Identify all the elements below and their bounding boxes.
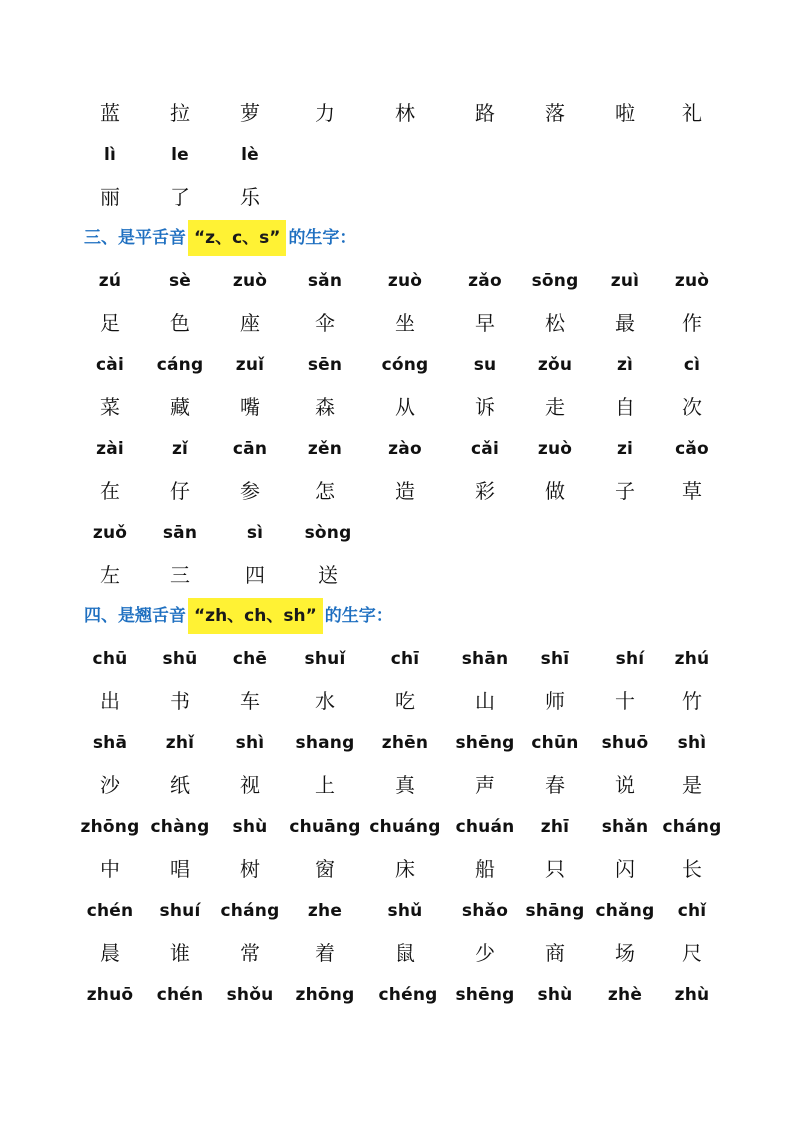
pinyin-syllable: zuǒ xyxy=(92,523,128,543)
pinyin-syllable: chū xyxy=(92,649,128,669)
hanzi-char: 鼠 xyxy=(395,941,415,965)
pinyin-row xyxy=(0,974,800,1016)
hanzi-char: 在 xyxy=(100,479,120,503)
hanzi-row xyxy=(0,302,800,344)
pinyin-syllable: sǎn xyxy=(307,271,343,291)
hanzi-char: 书 xyxy=(170,689,190,713)
hanzi-char: 丽 xyxy=(100,185,120,209)
hanzi-char: 尺 xyxy=(682,941,702,965)
heading-suffix: 的生字： xyxy=(324,606,393,626)
hanzi-char: 四 xyxy=(245,563,265,587)
hanzi-char: 路 xyxy=(475,101,495,125)
hanzi-char: 谁 xyxy=(170,941,190,965)
pinyin-row xyxy=(0,638,800,680)
hanzi-char: 松 xyxy=(545,311,565,335)
pinyin-syllable: zhú xyxy=(674,649,710,669)
hanzi-char: 场 xyxy=(615,941,635,965)
hanzi-char: 乐 xyxy=(240,185,260,209)
pinyin-syllable: zhù xyxy=(674,985,710,1005)
pinyin-syllable: zhī xyxy=(540,817,570,837)
hanzi-row xyxy=(0,386,800,428)
hanzi-char: 师 xyxy=(545,689,565,713)
pinyin-syllable: sōng xyxy=(531,271,579,291)
hanzi-char: 闪 xyxy=(615,857,635,881)
pinyin-syllable: chǐ xyxy=(677,901,707,921)
top-block xyxy=(0,92,800,218)
hanzi-char: 常 xyxy=(240,941,260,965)
hanzi-char: 窗 xyxy=(315,857,335,881)
pinyin-syllable: zuò xyxy=(674,271,710,291)
pinyin-syllable: zhēn xyxy=(381,733,429,753)
pinyin-row xyxy=(0,512,800,554)
hanzi-char: 嘴 xyxy=(240,395,260,419)
hanzi-char: 吃 xyxy=(395,689,415,713)
pinyin-syllable: sān xyxy=(162,523,198,543)
hanzi-char: 三 xyxy=(170,563,190,587)
pinyin-syllable: chuāng xyxy=(289,817,361,837)
pinyin-syllable: chuán xyxy=(455,817,515,837)
hanzi-char: 怎 xyxy=(315,479,335,503)
hanzi-char: 参 xyxy=(240,479,260,503)
hanzi-char: 车 xyxy=(240,689,260,713)
hanzi-char: 造 xyxy=(395,479,415,503)
pinyin-syllable: sēn xyxy=(307,355,343,375)
pinyin-syllable: shǎo xyxy=(461,901,509,921)
pinyin-syllable: shù xyxy=(537,985,573,1005)
hanzi-char: 春 xyxy=(545,773,565,797)
pinyin-syllable: zuò xyxy=(537,439,573,459)
pinyin-syllable: sì xyxy=(246,523,264,543)
pinyin-syllable: zào xyxy=(388,439,422,459)
hanzi-char: 萝 xyxy=(240,101,260,125)
section3-grid xyxy=(0,260,800,596)
hanzi-char: 走 xyxy=(545,395,565,419)
hanzi-row xyxy=(0,92,800,134)
hanzi-char: 送 xyxy=(318,563,338,587)
pinyin-syllable: lè xyxy=(241,145,259,165)
hanzi-char: 纸 xyxy=(170,773,190,797)
pinyin-syllable: cài xyxy=(96,355,124,375)
pinyin-syllable: chē xyxy=(232,649,268,669)
heading-highlight: “zh、ch、sh” xyxy=(188,598,323,634)
heading-suffix: 的生字： xyxy=(288,228,357,248)
hanzi-char: 足 xyxy=(100,311,120,335)
hanzi-char: 竹 xyxy=(682,689,702,713)
hanzi-char: 树 xyxy=(240,857,260,881)
hanzi-char: 拉 xyxy=(170,101,190,125)
pinyin-row xyxy=(0,890,800,932)
section4-grid xyxy=(0,638,800,1016)
pinyin-syllable: cǎi xyxy=(471,439,499,459)
pinyin-syllable: zuò xyxy=(387,271,423,291)
heading-prefix: 四、是翘舌音 xyxy=(84,606,186,626)
hanzi-char: 长 xyxy=(682,857,702,881)
hanzi-row xyxy=(0,470,800,512)
pinyin-syllable: shī xyxy=(540,649,570,669)
pinyin-syllable: zhè xyxy=(607,985,643,1005)
pinyin-syllable: cháng xyxy=(662,817,722,837)
hanzi-char: 落 xyxy=(545,101,565,125)
hanzi-char: 船 xyxy=(475,857,495,881)
hanzi-row xyxy=(0,680,800,722)
pinyin-syllable: shā xyxy=(92,733,128,753)
pinyin-syllable: shǔ xyxy=(387,901,423,921)
pinyin-syllable: zi xyxy=(616,439,634,459)
hanzi-char: 座 xyxy=(240,311,260,335)
pinyin-syllable: sòng xyxy=(304,523,352,543)
pinyin-syllable: chén xyxy=(156,985,204,1005)
hanzi-char: 十 xyxy=(615,689,635,713)
pinyin-row xyxy=(0,806,800,848)
section-heading xyxy=(84,596,393,636)
pinyin-row xyxy=(0,344,800,386)
hanzi-char: 最 xyxy=(615,311,635,335)
hanzi-char: 菜 xyxy=(100,395,120,419)
hanzi-char: 少 xyxy=(475,941,495,965)
pinyin-syllable: chūn xyxy=(531,733,579,753)
pinyin-syllable: shang xyxy=(295,733,355,753)
hanzi-char: 沙 xyxy=(100,773,120,797)
heading-highlight: “z、c、s” xyxy=(188,220,286,256)
pinyin-syllable: zěn xyxy=(307,439,343,459)
pinyin-syllable: cháng xyxy=(220,901,280,921)
hanzi-char: 左 xyxy=(100,563,120,587)
pinyin-syllable: su xyxy=(473,355,497,375)
pinyin-syllable: zài xyxy=(96,439,124,459)
hanzi-char: 森 xyxy=(315,395,335,419)
pinyin-syllable: shì xyxy=(677,733,707,753)
pinyin-syllable: zuò xyxy=(232,271,268,291)
pinyin-syllable: zhe xyxy=(307,901,343,921)
hanzi-row xyxy=(0,176,800,218)
hanzi-char: 山 xyxy=(475,689,495,713)
hanzi-char: 林 xyxy=(395,101,415,125)
pinyin-syllable: le xyxy=(171,145,189,165)
hanzi-char: 说 xyxy=(615,773,635,797)
hanzi-char: 作 xyxy=(682,311,702,335)
pinyin-syllable: shǒu xyxy=(226,985,274,1005)
hanzi-char: 从 xyxy=(395,395,415,419)
pinyin-syllable: chàng xyxy=(150,817,210,837)
hanzi-char: 真 xyxy=(395,773,415,797)
hanzi-char: 声 xyxy=(475,773,495,797)
pinyin-syllable: zhǐ xyxy=(165,733,195,753)
hanzi-char: 伞 xyxy=(315,311,335,335)
hanzi-char: 做 xyxy=(545,479,565,503)
pinyin-syllable: lì xyxy=(103,145,117,165)
section-heading xyxy=(84,218,356,258)
hanzi-char: 诉 xyxy=(475,395,495,419)
hanzi-char: 次 xyxy=(682,395,702,419)
hanzi-char: 了 xyxy=(170,185,190,209)
hanzi-char: 仔 xyxy=(170,479,190,503)
pinyin-syllable: shí xyxy=(615,649,645,669)
pinyin-syllable: shuí xyxy=(159,901,201,921)
hanzi-char: 晨 xyxy=(100,941,120,965)
pinyin-syllable: cǎo xyxy=(675,439,709,459)
pinyin-syllable: shān xyxy=(461,649,509,669)
pinyin-syllable: shāng xyxy=(525,901,585,921)
hanzi-char: 是 xyxy=(682,773,702,797)
hanzi-char: 藏 xyxy=(170,395,190,419)
hanzi-row xyxy=(0,932,800,974)
pinyin-syllable: chén xyxy=(86,901,134,921)
pinyin-syllable: zhōng xyxy=(295,985,355,1005)
hanzi-char: 床 xyxy=(395,857,415,881)
hanzi-char: 只 xyxy=(545,857,565,881)
hanzi-row xyxy=(0,764,800,806)
pinyin-row xyxy=(0,428,800,470)
pinyin-syllable: zǎo xyxy=(468,271,502,291)
hanzi-char: 子 xyxy=(615,479,635,503)
pinyin-syllable: zǒu xyxy=(537,355,573,375)
hanzi-char: 早 xyxy=(475,311,495,335)
pinyin-row xyxy=(0,722,800,764)
pinyin-syllable: zhōng xyxy=(80,817,140,837)
pinyin-syllable: shuǐ xyxy=(304,649,346,669)
pinyin-syllable: sè xyxy=(168,271,192,291)
pinyin-syllable: chéng xyxy=(378,985,438,1005)
hanzi-char: 自 xyxy=(615,395,635,419)
pinyin-syllable: zuì xyxy=(610,271,640,291)
pinyin-syllable: shì xyxy=(235,733,265,753)
hanzi-char: 蓝 xyxy=(100,101,120,125)
pinyin-syllable: zú xyxy=(98,271,122,291)
pinyin-syllable: zhuō xyxy=(86,985,134,1005)
hanzi-char: 彩 xyxy=(475,479,495,503)
pinyin-syllable: shū xyxy=(162,649,198,669)
pinyin-row xyxy=(0,134,800,176)
pinyin-syllable: cóng xyxy=(381,355,429,375)
hanzi-char: 出 xyxy=(100,689,120,713)
pinyin-syllable: zì xyxy=(616,355,634,375)
hanzi-char: 礼 xyxy=(682,101,702,125)
hanzi-char: 草 xyxy=(682,479,702,503)
hanzi-char: 唱 xyxy=(170,857,190,881)
hanzi-char: 色 xyxy=(170,311,190,335)
pinyin-syllable: chuáng xyxy=(369,817,441,837)
pinyin-syllable: zuǐ xyxy=(235,355,265,375)
pinyin-row xyxy=(0,260,800,302)
pinyin-syllable: shēng xyxy=(455,985,515,1005)
hanzi-row xyxy=(0,848,800,890)
heading-prefix: 三、是平舌音 xyxy=(84,228,186,248)
hanzi-char: 商 xyxy=(545,941,565,965)
pinyin-syllable: shēng xyxy=(455,733,515,753)
hanzi-char: 坐 xyxy=(395,311,415,335)
pinyin-syllable: shù xyxy=(232,817,268,837)
hanzi-char: 着 xyxy=(315,941,335,965)
pinyin-syllable: chǎng xyxy=(595,901,655,921)
hanzi-char: 视 xyxy=(240,773,260,797)
hanzi-char: 上 xyxy=(315,773,335,797)
pinyin-syllable: chī xyxy=(390,649,420,669)
hanzi-row xyxy=(0,554,800,596)
pinyin-syllable: cáng xyxy=(156,355,204,375)
pinyin-syllable: cān xyxy=(232,439,268,459)
hanzi-char: 水 xyxy=(315,689,335,713)
hanzi-char: 力 xyxy=(315,101,335,125)
pinyin-syllable: shǎn xyxy=(601,817,649,837)
pinyin-syllable: shuō xyxy=(601,733,649,753)
pinyin-syllable: zǐ xyxy=(171,439,189,459)
pinyin-syllable: cì xyxy=(683,355,701,375)
hanzi-char: 中 xyxy=(100,857,120,881)
hanzi-char: 啦 xyxy=(615,101,635,125)
